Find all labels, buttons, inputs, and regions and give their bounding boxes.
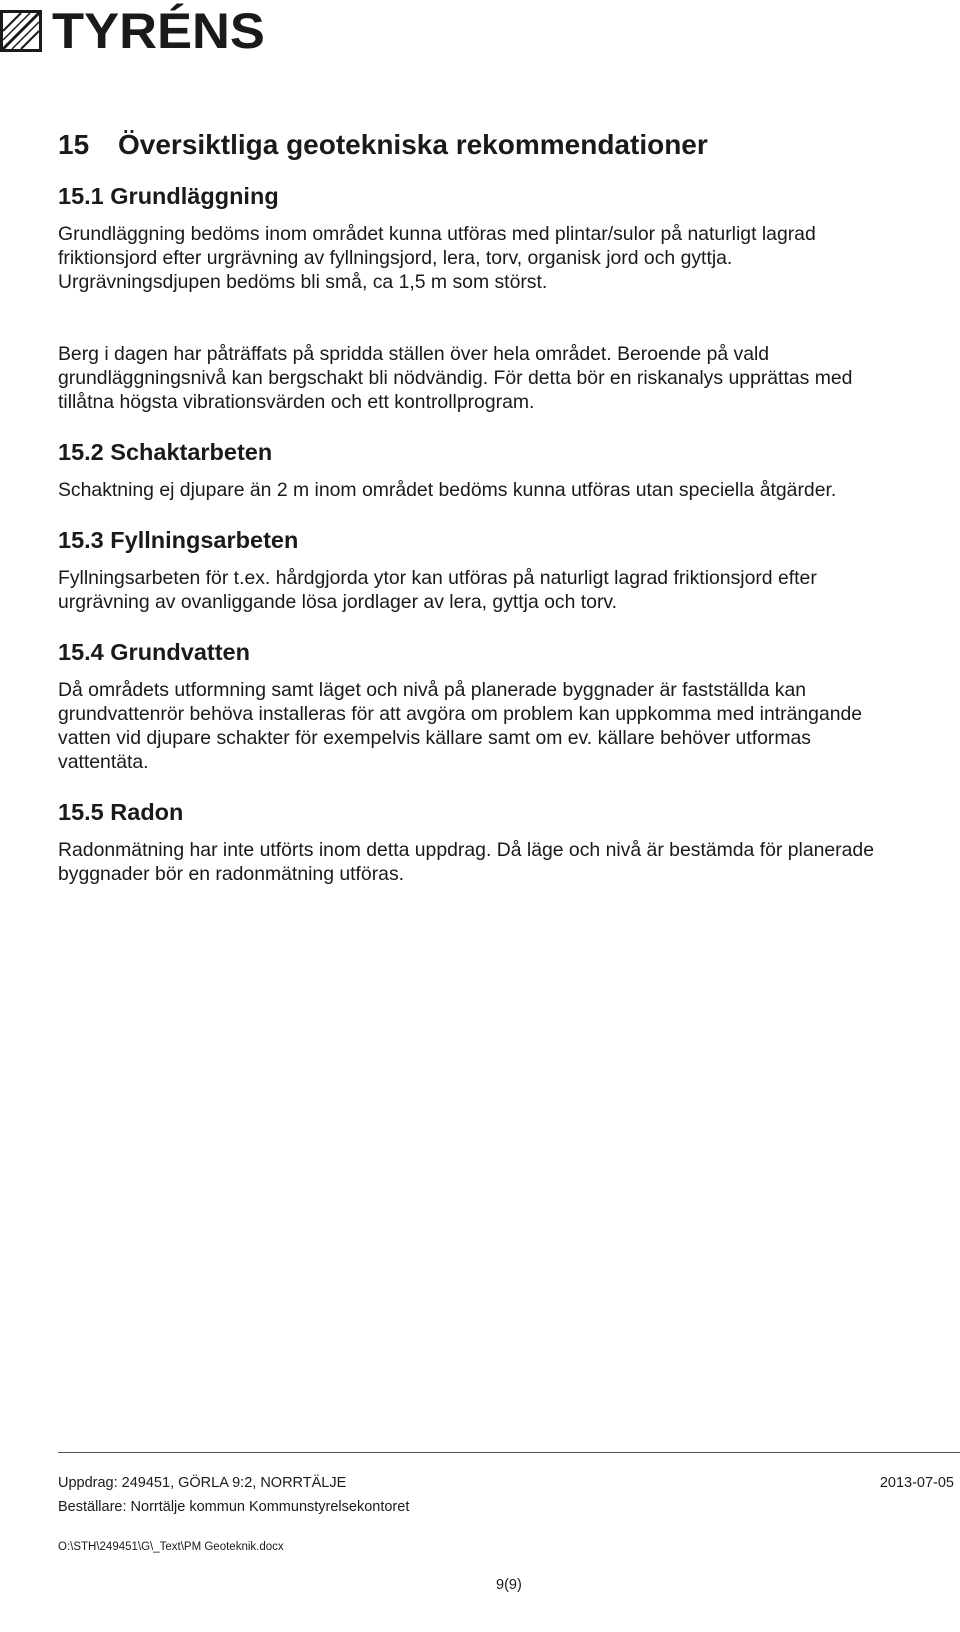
section-heading-radon xyxy=(58,797,183,827)
section-title: Schaktarbeten xyxy=(110,439,273,465)
text-line: tillåtna högsta vibrationsvärden och ett kontrollprogram. xyxy=(58,391,535,413)
paragraph xyxy=(58,222,958,294)
text-line: friktionsjord efter urgrävning av fyllningsjord, lera, torv, organisk jord och gyttja. xyxy=(58,247,733,269)
section-heading-fyllningsarbeten xyxy=(58,525,298,555)
chapter-title: Översiktliga geotekniska rekommendationer xyxy=(118,129,708,160)
text-line: Då områdets utformning samt läget och nivå på planerade byggnader är fastställda kan xyxy=(58,679,807,701)
text-line: Schaktning ej djupare än 2 m inom området bedöms kunna utföras utan speciella åtgärder. xyxy=(58,479,837,501)
chapter-number: 15 xyxy=(58,129,90,160)
footer-assignment: Uppdrag: 249451, GÖRLA 9:2, NORRTÄLJE xyxy=(58,1475,347,1491)
section-heading-grundvatten xyxy=(58,637,250,667)
section-heading-schaktarbeten xyxy=(58,437,272,467)
text-line: grundvattenrör behöva installeras för att avgöra om problem kan uppkomma med inträngande xyxy=(58,703,863,725)
section-number: 15.4 xyxy=(58,639,104,665)
text-line: Berg i dagen har påträffats på spridda ställen över hela området. Beroende på vald xyxy=(58,343,770,365)
text-line: urgrävning av ovanliggande lösa jordlager av lera, gyttja och torv. xyxy=(58,591,618,613)
brand-name: TYRÉNS xyxy=(52,3,265,59)
footer-file-path: O:\STH\249451\G\_Text\PM Geoteknik.docx xyxy=(58,1541,284,1553)
section-heading-grundlaggning xyxy=(58,181,279,211)
section-title: Radon xyxy=(110,799,184,825)
section-title: Grundläggning xyxy=(110,183,279,209)
paragraph xyxy=(58,566,958,614)
footer-date: 2013-07-05 xyxy=(879,1475,954,1491)
text-line: Radonmätning har inte utförts inom detta uppdrag. Då läge och nivå är bestämda för planerade xyxy=(58,839,874,861)
section-number: 15.2 xyxy=(58,439,104,465)
text-line: vattentäta. xyxy=(58,751,149,773)
text-line: vatten vid djupare schakter för exempelvis källare samt om ev. källare behöver utformas xyxy=(58,727,811,749)
tyrens-logo-icon xyxy=(0,10,42,52)
paragraph xyxy=(58,838,958,886)
text-line: byggnader bör en radonmätning utföras. xyxy=(58,863,405,885)
section-number: 15.1 xyxy=(58,183,104,209)
paragraph xyxy=(58,478,958,502)
section-title: Fyllningsarbeten xyxy=(110,527,299,553)
chapter-heading xyxy=(58,128,708,162)
brand-logo xyxy=(0,3,265,59)
text-line: grundläggningsnivå kan bergschakt bli nödvändig. För detta bör en riskanalys upprättas med xyxy=(58,367,853,389)
section-number: 15.5 xyxy=(58,799,104,825)
section-number: 15.3 xyxy=(58,527,104,553)
text-line: Grundläggning bedöms inom området kunna utföras med plintar/sulor på naturligt lagrad xyxy=(58,223,816,245)
footer-client: Beställare: Norrtälje kommun Kommunstyrelsekontoret xyxy=(58,1499,410,1515)
page-number: 9(9) xyxy=(496,1577,522,1593)
section-title: Grundvatten xyxy=(110,639,250,665)
paragraph xyxy=(58,678,958,774)
footer-divider xyxy=(58,1452,960,1453)
text-line: Fyllningsarbeten för t.ex. hårdgjorda ytor kan utföras på naturligt lagrad friktionsjord efter xyxy=(58,567,817,589)
paragraph xyxy=(58,342,958,414)
text-line: Urgrävningsdjupen bedöms bli små, ca 1,5 m som störst. xyxy=(58,271,548,293)
